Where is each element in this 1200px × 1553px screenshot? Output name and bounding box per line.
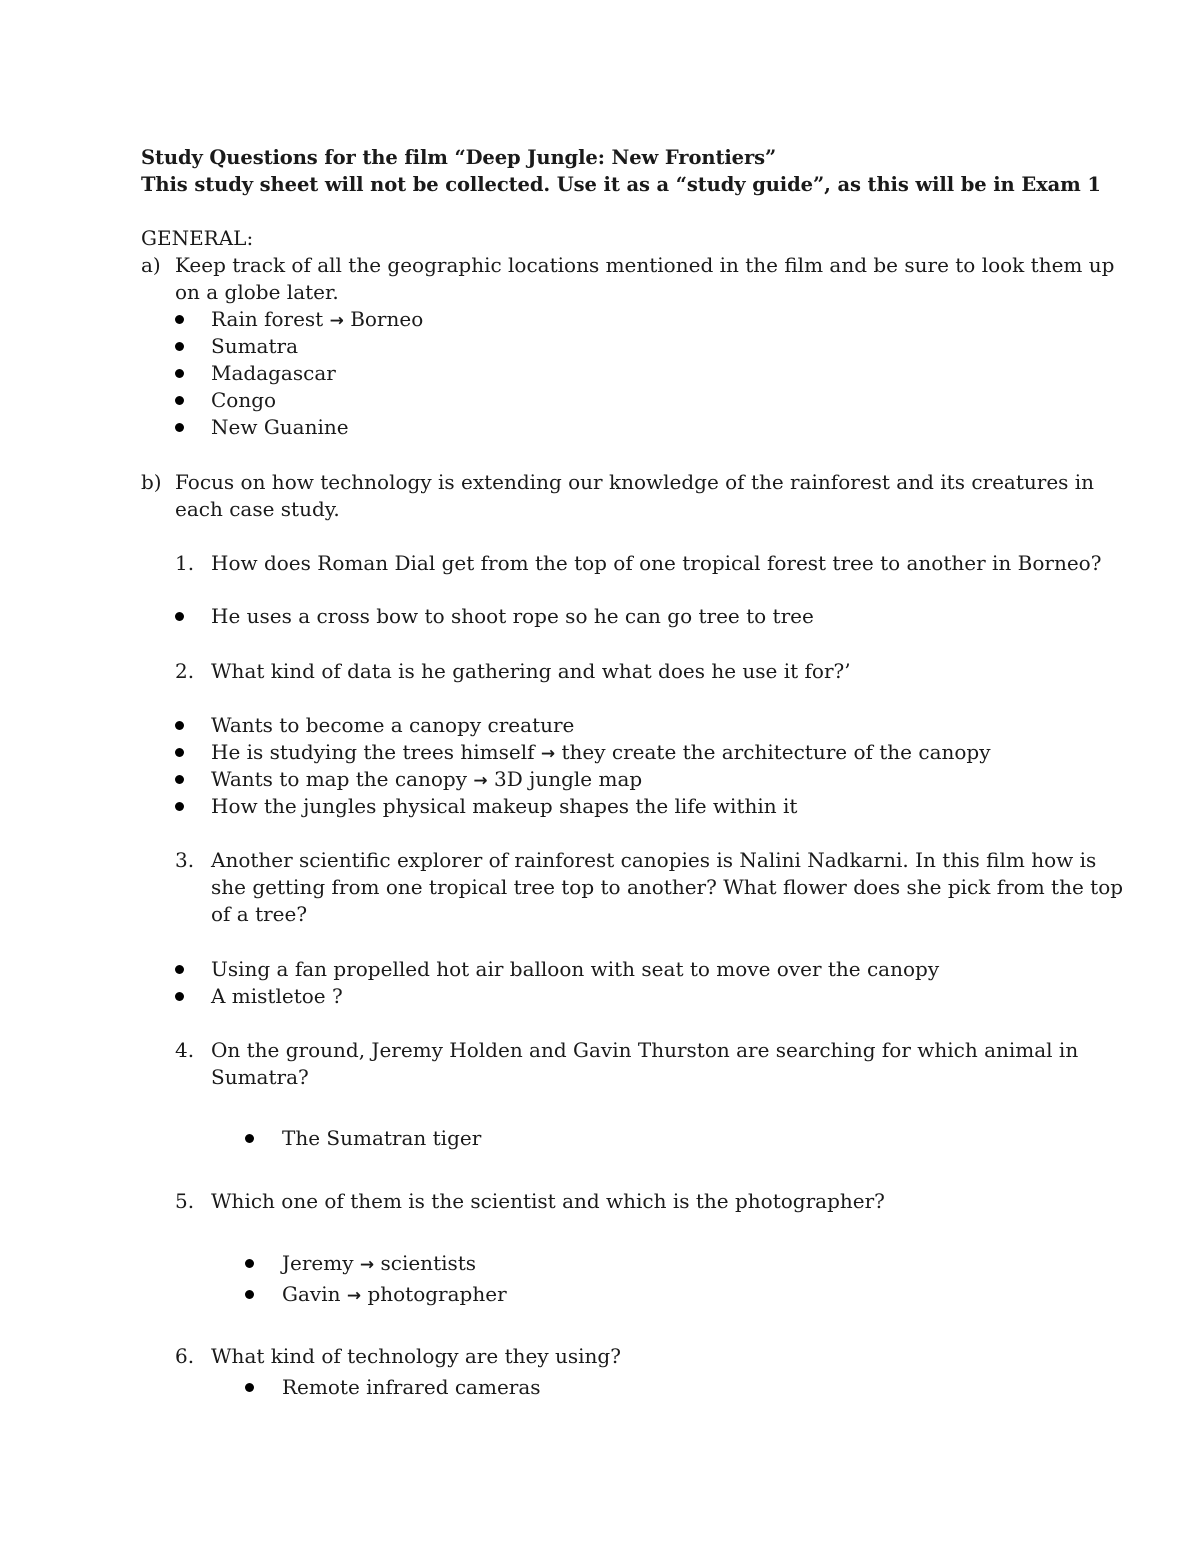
bullet-icon bbox=[175, 369, 184, 378]
bullet-icon bbox=[245, 1383, 254, 1392]
location-rain-forest bbox=[211, 306, 423, 335]
question-1-text: How does Roman Dial get from the top of one tropical forest tree to another in Borneo? bbox=[211, 551, 1102, 575]
answer-2-bullet-3-left: Wants to map the canopy bbox=[211, 767, 468, 791]
answer-5-bullet-1 bbox=[282, 1250, 476, 1279]
location-new-guanine: New Guanine bbox=[211, 415, 349, 439]
bullet-icon bbox=[175, 423, 184, 432]
answer-5-bullet-2-left: Gavin bbox=[282, 1282, 341, 1306]
item-a-text-line1: Keep track of all the geographic locations mentioned in the film and be sure to look them up bbox=[175, 253, 1115, 277]
answer-2-bullet-1: Wants to become a canopy creature bbox=[211, 713, 575, 737]
arrow-right-icon: → bbox=[346, 1286, 362, 1306]
bullet-icon bbox=[175, 802, 184, 811]
question-3-text-line3: of a tree? bbox=[211, 902, 308, 926]
question-3-text-line1: Another scientific explorer of rainforest canopies is Nalini Nadkarni. In this film how is bbox=[211, 848, 1097, 872]
question-4-text-line2: Sumatra? bbox=[211, 1065, 309, 1089]
question-number-4: 4. bbox=[175, 1038, 195, 1062]
question-number-3: 3. bbox=[175, 848, 195, 872]
bullet-icon bbox=[175, 396, 184, 405]
location-congo: Congo bbox=[211, 388, 277, 412]
answer-5-bullet-1-right: scientists bbox=[380, 1251, 477, 1275]
bullet-icon bbox=[175, 612, 184, 621]
question-number-2: 2. bbox=[175, 659, 195, 683]
document-title: Study Questions for the film “Deep Jungle: New Frontiers” bbox=[141, 146, 777, 169]
item-b-text-line1: Focus on how technology is extending our knowledge of the rainforest and its creatures in bbox=[175, 470, 1095, 494]
question-number-1: 1. bbox=[175, 551, 195, 575]
answer-5-bullet-2 bbox=[282, 1281, 507, 1310]
question-5-text: Which one of them is the scientist and which is the photographer? bbox=[211, 1189, 885, 1213]
location-madagascar: Madagascar bbox=[211, 361, 336, 385]
bullet-icon bbox=[175, 775, 184, 784]
question-number-6: 6. bbox=[175, 1344, 195, 1368]
answer-1: He uses a cross bow to shoot rope so he can go tree to tree bbox=[211, 604, 814, 628]
item-marker-a: a) bbox=[141, 253, 161, 277]
bullet-icon bbox=[175, 315, 184, 324]
item-a-text-line2: on a globe later. bbox=[175, 280, 339, 304]
question-3-text-line2: she getting from one tropical tree top to another? What flower does she pick from the top bbox=[211, 875, 1124, 899]
section-heading-general: GENERAL: bbox=[141, 226, 254, 250]
arrow-right-icon: → bbox=[359, 1255, 375, 1275]
arrow-right-icon: → bbox=[540, 744, 556, 764]
bullet-icon bbox=[175, 965, 184, 974]
bullet-icon bbox=[175, 721, 184, 730]
answer-2-bullet-2-right: they create the architecture of the canopy bbox=[561, 740, 991, 764]
answer-6: Remote infrared cameras bbox=[282, 1375, 541, 1399]
item-b-text-line2: each case study. bbox=[175, 497, 340, 521]
bullet-icon bbox=[175, 992, 184, 1001]
question-2-text: What kind of data is he gathering and what does he use it for?’ bbox=[211, 659, 851, 683]
answer-2-bullet-3-right: 3D jungle map bbox=[494, 767, 643, 791]
answer-5-bullet-1-left: Jeremy bbox=[282, 1251, 354, 1275]
question-number-5: 5. bbox=[175, 1189, 195, 1213]
location-rain-forest-label: Rain forest bbox=[211, 307, 324, 331]
answer-3-bullet-1: Using a fan propelled hot air balloon with seat to move over the canopy bbox=[211, 957, 940, 981]
bullet-icon bbox=[175, 748, 184, 757]
answer-2-bullet-3 bbox=[211, 766, 642, 795]
bullet-icon bbox=[245, 1134, 254, 1143]
answer-2-bullet-4: How the jungles physical makeup shapes the life within it bbox=[211, 794, 798, 818]
item-marker-b: b) bbox=[141, 470, 162, 494]
location-borneo-label: Borneo bbox=[350, 307, 424, 331]
bullet-icon bbox=[245, 1290, 254, 1299]
arrow-right-icon: → bbox=[473, 771, 488, 791]
question-4-text-line1: On the ground, Jeremy Holden and Gavin Thurston are searching for which animal in bbox=[211, 1038, 1079, 1062]
arrow-right-icon: → bbox=[329, 311, 344, 331]
answer-2-bullet-2-left: He is studying the trees himself bbox=[211, 740, 535, 764]
answer-4: The Sumatran tiger bbox=[282, 1126, 482, 1150]
answer-3-bullet-2: A mistletoe ? bbox=[211, 984, 343, 1008]
location-sumatra: Sumatra bbox=[211, 334, 298, 358]
bullet-icon bbox=[245, 1259, 254, 1268]
bullet-icon bbox=[175, 342, 184, 351]
document-subtitle: This study sheet will not be collected. Use it as a “study guide”, as this will be in Exam 1 bbox=[141, 173, 1101, 196]
answer-2-bullet-2 bbox=[211, 739, 991, 768]
question-6-text: What kind of technology are they using? bbox=[211, 1344, 621, 1368]
answer-5-bullet-2-right: photographer bbox=[367, 1282, 507, 1306]
